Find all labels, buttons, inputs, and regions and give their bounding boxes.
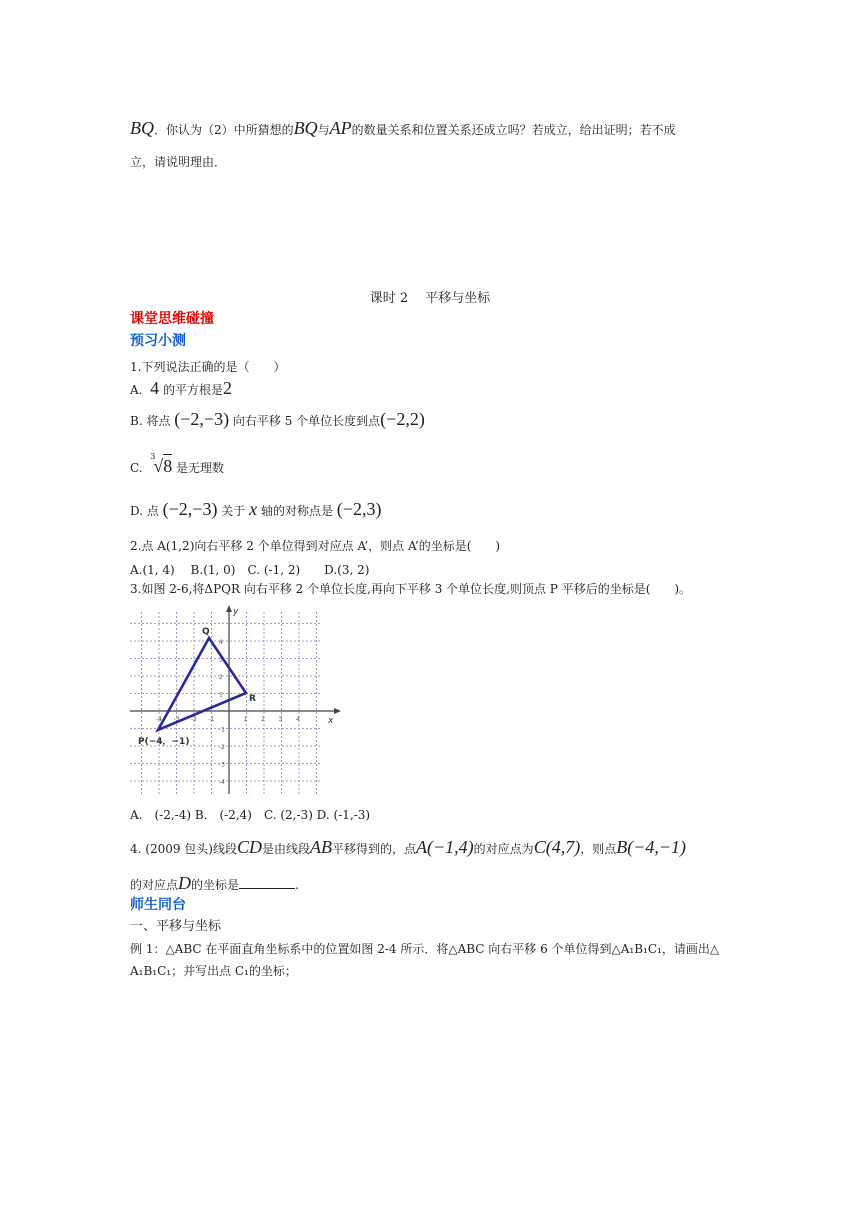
intro-text-a: ．你认为（2）中所猜想的 [154,123,294,137]
y-tick-label: 2 [219,674,223,681]
q4-b-pt: B(−4,−1) [616,837,686,857]
x-tick-label: -4 [156,716,162,723]
heading-together: 师生同台 [130,897,186,913]
q1-d-label: D. 点 [130,504,159,518]
x-tick-label: 2 [261,716,265,723]
x-tick-label: -1 [208,716,215,723]
vertex-p-label: P(−4，−1) [138,737,190,747]
intro-var-bq-2: BQ [293,118,318,138]
q1-option-b [130,409,425,431]
q1-a-num2: 2 [222,378,232,398]
y-tick-label: -3 [219,761,225,769]
q1-a-num1: 4 [150,378,160,398]
q1-a-text: 的平方根是 [162,383,223,397]
vertex-q-label: Q [202,627,210,637]
q1-b-label: B. 将点 [130,414,171,428]
q1-b-pt2: (−2,2) [380,409,425,429]
q2-stem: 2.点 A(1,2)向右平移 2 个单位得到对应点 A’，则点 A’的坐标是( ) [130,539,501,553]
x-tick-label: -3 [173,716,180,723]
example1-line-2: A₁B₁C₁；并写出点 C₁的坐标； [130,964,297,978]
q1-c-text: 是无理数 [176,461,225,475]
q4-ab: AB [310,837,333,857]
q4-line-2 [130,873,299,895]
q4-d: D [178,873,192,893]
coordinate-figure [130,604,342,794]
q4-line-1 [130,837,686,859]
y-tick-label: 1 [219,691,223,699]
y-axis-label: y [233,607,239,617]
q4-t1: 是由线段 [262,842,311,856]
intro-var-bq: BQ [130,118,154,138]
radical-sign: √ [153,456,164,476]
q4-cd: CD [236,837,262,857]
intro-text-c: 的数量关系和位置关系还成立吗？若成立，给出证明；若不成 [351,123,676,137]
x-tick-label: -2 [191,716,197,723]
q4-line2-end: . [295,878,299,892]
y-tick-label: 4 [219,639,223,646]
q1-option-c [130,452,225,478]
x-axis-label: x [328,716,334,726]
x-tick-label: 3 [278,716,283,723]
q1-option-a [130,378,232,400]
q1-d-text2: 轴的对称点是 [260,504,333,518]
q1-c-radicand: 8 [163,456,173,476]
q2-options: A.(1, 4) B.(1, 0) C. (-1, 2) D.(3, 2) [130,563,370,577]
y-tick-label: 3 [219,656,223,664]
intro-text-b: 与 [317,123,330,137]
intro-var-ap: AP [329,118,352,138]
x-tick-label: 4 [296,716,300,723]
q4-t3: 的对应点为 [473,842,534,856]
intro-line-1 [130,118,676,140]
figure-background [130,604,342,794]
q1-d-pt1: (−2,−3) [162,499,218,519]
q1-c-label: C. [130,461,143,475]
y-tick-label: -1 [219,726,225,734]
q1-b-text: 向右平移 5 个单位长度到点 [232,414,381,428]
q1-stem: 1.下列说法正确的是（ ） [130,360,286,374]
q4-prefix: 4. (2009 包头)线段 [130,842,237,856]
example1-line-1: 例 1：△ABC 在平面直角坐标系中的位置如图 2-4 所示．将△ABC 向右平移 6 个单位得到△A₁B₁C₁，请画出△ [130,942,720,956]
answer-blank [239,876,295,889]
q3-stem: 3.如图 2-6,将ΔPQR 向右平移 2 个单位长度,再向下平移 3 个单位长度,则顶点 P 平移后的坐标是( )。 [130,582,692,596]
q4-c-pt: C(4,7) [533,837,581,857]
q4-a-pt: A(−1,4) [416,837,474,857]
sub-heading: 一、平移与坐标 [130,919,222,934]
q1-d-var: x [249,499,258,519]
q4-t4: ，则点 [580,842,617,856]
heading-preview: 预习小测 [130,333,186,349]
q3-options: A. (-2,-4) B. (-2,4) C. (2,-3) D. (-1,-3) [130,808,371,822]
y-tick-label: -4 [219,779,225,786]
q1-d-pt2: (−2,3) [336,499,382,519]
intro-line-2: 立，请说明理由． [130,155,227,169]
x-tick-label: 1 [243,716,248,723]
q4-line2-b: 的坐标是 [191,878,240,892]
q1-b-pt1: (−2,−3) [174,409,230,429]
q4-line2-a: 的对应点 [130,878,179,892]
q1-c-index: 3 [150,452,156,461]
q1-a-label: A. [130,383,143,397]
section-title: 课时 2 平移与坐标 [369,291,491,306]
q4-t2: 平移得到的，点 [332,842,417,856]
q1-d-text1: 关于 [221,504,246,518]
q1-option-d [130,499,381,521]
heading-classroom: 课堂思维碰撞 [130,311,214,327]
y-tick-label: -2 [219,744,225,751]
vertex-r-label: R [249,694,256,704]
